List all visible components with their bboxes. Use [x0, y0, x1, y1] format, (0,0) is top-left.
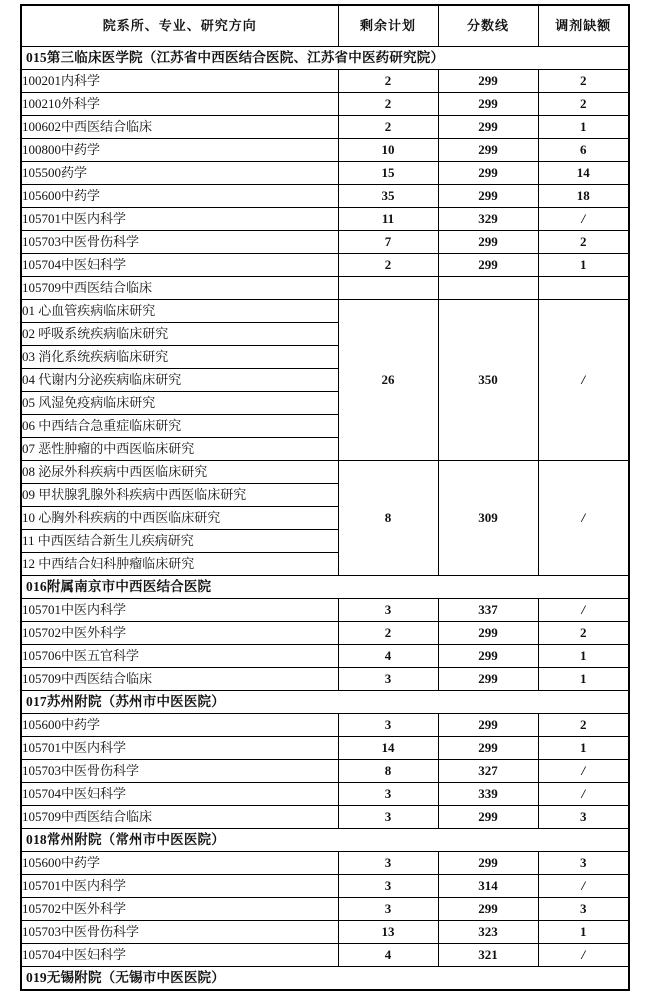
transfer-vacancy-cell: /	[538, 208, 629, 231]
remaining-plan-cell: 3	[338, 599, 438, 622]
score-line-cell: 299	[438, 139, 538, 162]
score-line-cell: 339	[438, 783, 538, 806]
program-name-cell: 105701中医内科学	[21, 875, 338, 898]
transfer-vacancy-cell: 1	[538, 921, 629, 944]
table-row	[21, 875, 629, 898]
score-line-cell: 299	[438, 185, 538, 208]
table-row	[21, 737, 629, 760]
transfer-vacancy-cell: 2	[538, 714, 629, 737]
remaining-plan-cell: 3	[338, 852, 438, 875]
score-line-cell: 299	[438, 70, 538, 93]
transfer-vacancy-cell	[538, 277, 629, 300]
table-row	[21, 254, 629, 277]
research-direction-row	[21, 461, 629, 484]
score-line-cell: 323	[438, 921, 538, 944]
research-direction-row	[21, 300, 629, 323]
institute-group-header-row	[21, 47, 629, 70]
table-row	[21, 162, 629, 185]
header-row	[21, 5, 629, 47]
column-header-plan: 剩余计划	[338, 5, 438, 47]
institute-group-header: 019无锡附院（无锡市中医医院）	[21, 967, 629, 991]
institute-group-header-row	[21, 576, 629, 599]
transfer-vacancy-cell: 6	[538, 139, 629, 162]
institute-group-header-row	[21, 691, 629, 714]
program-name-cell: 105701中医内科学	[21, 737, 338, 760]
table-row	[21, 277, 629, 300]
program-name-cell: 105709中西医结合临床	[21, 277, 338, 300]
remaining-plan-cell: 2	[338, 254, 438, 277]
remaining-plan-cell: 3	[338, 783, 438, 806]
column-header-vacancy: 调剂缺额	[538, 5, 629, 47]
transfer-vacancy-cell: /	[538, 461, 629, 576]
remaining-plan-cell: 8	[338, 461, 438, 576]
institute-group-header: 016附属南京市中西医结合医院	[21, 576, 629, 599]
remaining-plan-cell: 26	[338, 300, 438, 461]
institute-group-header-row	[21, 829, 629, 852]
transfer-vacancy-cell: /	[538, 760, 629, 783]
institute-group-header: 015第三临床医学院（江苏省中西医结合医院、江苏省中医药研究院）	[21, 47, 629, 70]
research-direction-cell: 12 中西结合妇科肿瘤临床研究	[21, 553, 338, 576]
research-direction-cell: 02 呼吸系统疾病临床研究	[21, 323, 338, 346]
score-line-cell: 327	[438, 760, 538, 783]
score-line-cell: 299	[438, 668, 538, 691]
program-name-cell: 105704中医妇科学	[21, 944, 338, 967]
table-row	[21, 645, 629, 668]
program-name-cell: 105709中西医结合临床	[21, 806, 338, 829]
program-name-cell: 105703中医骨伤科学	[21, 231, 338, 254]
remaining-plan-cell: 14	[338, 737, 438, 760]
score-line-cell: 299	[438, 116, 538, 139]
transfer-vacancy-cell: /	[538, 944, 629, 967]
remaining-plan-cell: 4	[338, 944, 438, 967]
transfer-vacancy-cell: 2	[538, 231, 629, 254]
table-row	[21, 898, 629, 921]
quota-table	[20, 4, 630, 991]
remaining-plan-cell: 8	[338, 760, 438, 783]
table-body	[21, 47, 629, 991]
program-name-cell: 105703中医骨伤科学	[21, 760, 338, 783]
research-direction-cell: 05 风湿免疫病临床研究	[21, 392, 338, 415]
program-name-cell: 105701中医内科学	[21, 599, 338, 622]
remaining-plan-cell: 3	[338, 714, 438, 737]
table-row	[21, 668, 629, 691]
table-row	[21, 116, 629, 139]
remaining-plan-cell: 3	[338, 898, 438, 921]
score-line-cell: 299	[438, 806, 538, 829]
remaining-plan-cell: 13	[338, 921, 438, 944]
score-line-cell: 299	[438, 645, 538, 668]
program-name-cell: 105704中医妇科学	[21, 254, 338, 277]
remaining-plan-cell: 2	[338, 622, 438, 645]
remaining-plan-cell: 2	[338, 116, 438, 139]
score-line-cell: 314	[438, 875, 538, 898]
program-name-cell: 105600中药学	[21, 185, 338, 208]
program-name-cell: 105500药学	[21, 162, 338, 185]
transfer-vacancy-cell: 18	[538, 185, 629, 208]
program-name-cell: 105600中药学	[21, 714, 338, 737]
research-direction-cell: 10 心胸外科疾病的中西医临床研究	[21, 507, 338, 530]
table-row	[21, 622, 629, 645]
transfer-vacancy-cell: 1	[538, 645, 629, 668]
program-name-cell: 105701中医内科学	[21, 208, 338, 231]
score-line-cell: 299	[438, 231, 538, 254]
research-direction-cell: 03 消化系统疾病临床研究	[21, 346, 338, 369]
program-name-cell: 105600中药学	[21, 852, 338, 875]
table-row	[21, 760, 629, 783]
remaining-plan-cell: 11	[338, 208, 438, 231]
transfer-vacancy-cell: 2	[538, 70, 629, 93]
transfer-vacancy-cell: 1	[538, 668, 629, 691]
table-row	[21, 783, 629, 806]
table-row	[21, 185, 629, 208]
table-row	[21, 70, 629, 93]
program-name-cell: 100210外科学	[21, 93, 338, 116]
transfer-vacancy-cell: /	[538, 300, 629, 461]
research-direction-cell: 09 甲状腺乳腺外科疾病中西医临床研究	[21, 484, 338, 507]
research-direction-cell: 01 心血管疾病临床研究	[21, 300, 338, 323]
remaining-plan-cell: 2	[338, 93, 438, 116]
table-header	[21, 5, 629, 47]
score-line-cell: 329	[438, 208, 538, 231]
remaining-plan-cell: 3	[338, 875, 438, 898]
remaining-plan-cell: 4	[338, 645, 438, 668]
score-line-cell: 309	[438, 461, 538, 576]
transfer-vacancy-cell: 2	[538, 93, 629, 116]
research-direction-cell: 11 中西医结合新生儿疾病研究	[21, 530, 338, 553]
program-name-cell: 100602中西医结合临床	[21, 116, 338, 139]
program-name-cell: 105703中医骨伤科学	[21, 921, 338, 944]
table-row	[21, 944, 629, 967]
table-row	[21, 806, 629, 829]
research-direction-cell: 07 恶性肿瘤的中西医临床研究	[21, 438, 338, 461]
transfer-vacancy-cell: 1	[538, 116, 629, 139]
table-row	[21, 93, 629, 116]
remaining-plan-cell: 3	[338, 668, 438, 691]
transfer-vacancy-cell: /	[538, 599, 629, 622]
remaining-plan-cell	[338, 277, 438, 300]
research-direction-cell: 04 代谢内分泌疾病临床研究	[21, 369, 338, 392]
transfer-vacancy-cell: /	[538, 875, 629, 898]
remaining-plan-cell: 35	[338, 185, 438, 208]
institute-group-header: 018常州附院（常州市中医医院）	[21, 829, 629, 852]
table-row	[21, 852, 629, 875]
remaining-plan-cell: 2	[338, 70, 438, 93]
score-line-cell: 299	[438, 898, 538, 921]
table-row	[21, 139, 629, 162]
institute-group-header-row	[21, 967, 629, 991]
table-row	[21, 921, 629, 944]
table-row	[21, 231, 629, 254]
transfer-vacancy-cell: 1	[538, 737, 629, 760]
transfer-vacancy-cell: /	[538, 783, 629, 806]
remaining-plan-cell: 3	[338, 806, 438, 829]
score-line-cell: 299	[438, 93, 538, 116]
transfer-vacancy-cell: 1	[538, 254, 629, 277]
score-line-cell: 299	[438, 737, 538, 760]
remaining-plan-cell: 15	[338, 162, 438, 185]
research-direction-cell: 08 泌尿外科疾病中西医临床研究	[21, 461, 338, 484]
score-line-cell	[438, 277, 538, 300]
score-line-cell: 299	[438, 162, 538, 185]
table-row	[21, 599, 629, 622]
program-name-cell: 105702中医外科学	[21, 622, 338, 645]
column-header-name: 院系所、专业、研究方向	[21, 5, 338, 47]
program-name-cell: 105704中医妇科学	[21, 783, 338, 806]
remaining-plan-cell: 7	[338, 231, 438, 254]
transfer-vacancy-cell: 3	[538, 852, 629, 875]
transfer-vacancy-cell: 3	[538, 898, 629, 921]
program-name-cell: 105709中西医结合临床	[21, 668, 338, 691]
score-line-cell: 337	[438, 599, 538, 622]
score-line-cell: 299	[438, 254, 538, 277]
program-name-cell: 105706中医五官科学	[21, 645, 338, 668]
score-line-cell: 350	[438, 300, 538, 461]
table-row	[21, 208, 629, 231]
score-line-cell: 299	[438, 852, 538, 875]
research-direction-cell: 06 中西结合急重症临床研究	[21, 415, 338, 438]
remaining-plan-cell: 10	[338, 139, 438, 162]
transfer-vacancy-cell: 14	[538, 162, 629, 185]
program-name-cell: 100800中药学	[21, 139, 338, 162]
score-line-cell: 299	[438, 714, 538, 737]
score-line-cell: 299	[438, 622, 538, 645]
program-name-cell: 105702中医外科学	[21, 898, 338, 921]
table-row	[21, 714, 629, 737]
transfer-vacancy-cell: 2	[538, 622, 629, 645]
transfer-vacancy-cell: 3	[538, 806, 629, 829]
score-line-cell: 321	[438, 944, 538, 967]
column-header-score: 分数线	[438, 5, 538, 47]
program-name-cell: 100201内科学	[21, 70, 338, 93]
institute-group-header: 017苏州附院（苏州市中医医院）	[21, 691, 629, 714]
